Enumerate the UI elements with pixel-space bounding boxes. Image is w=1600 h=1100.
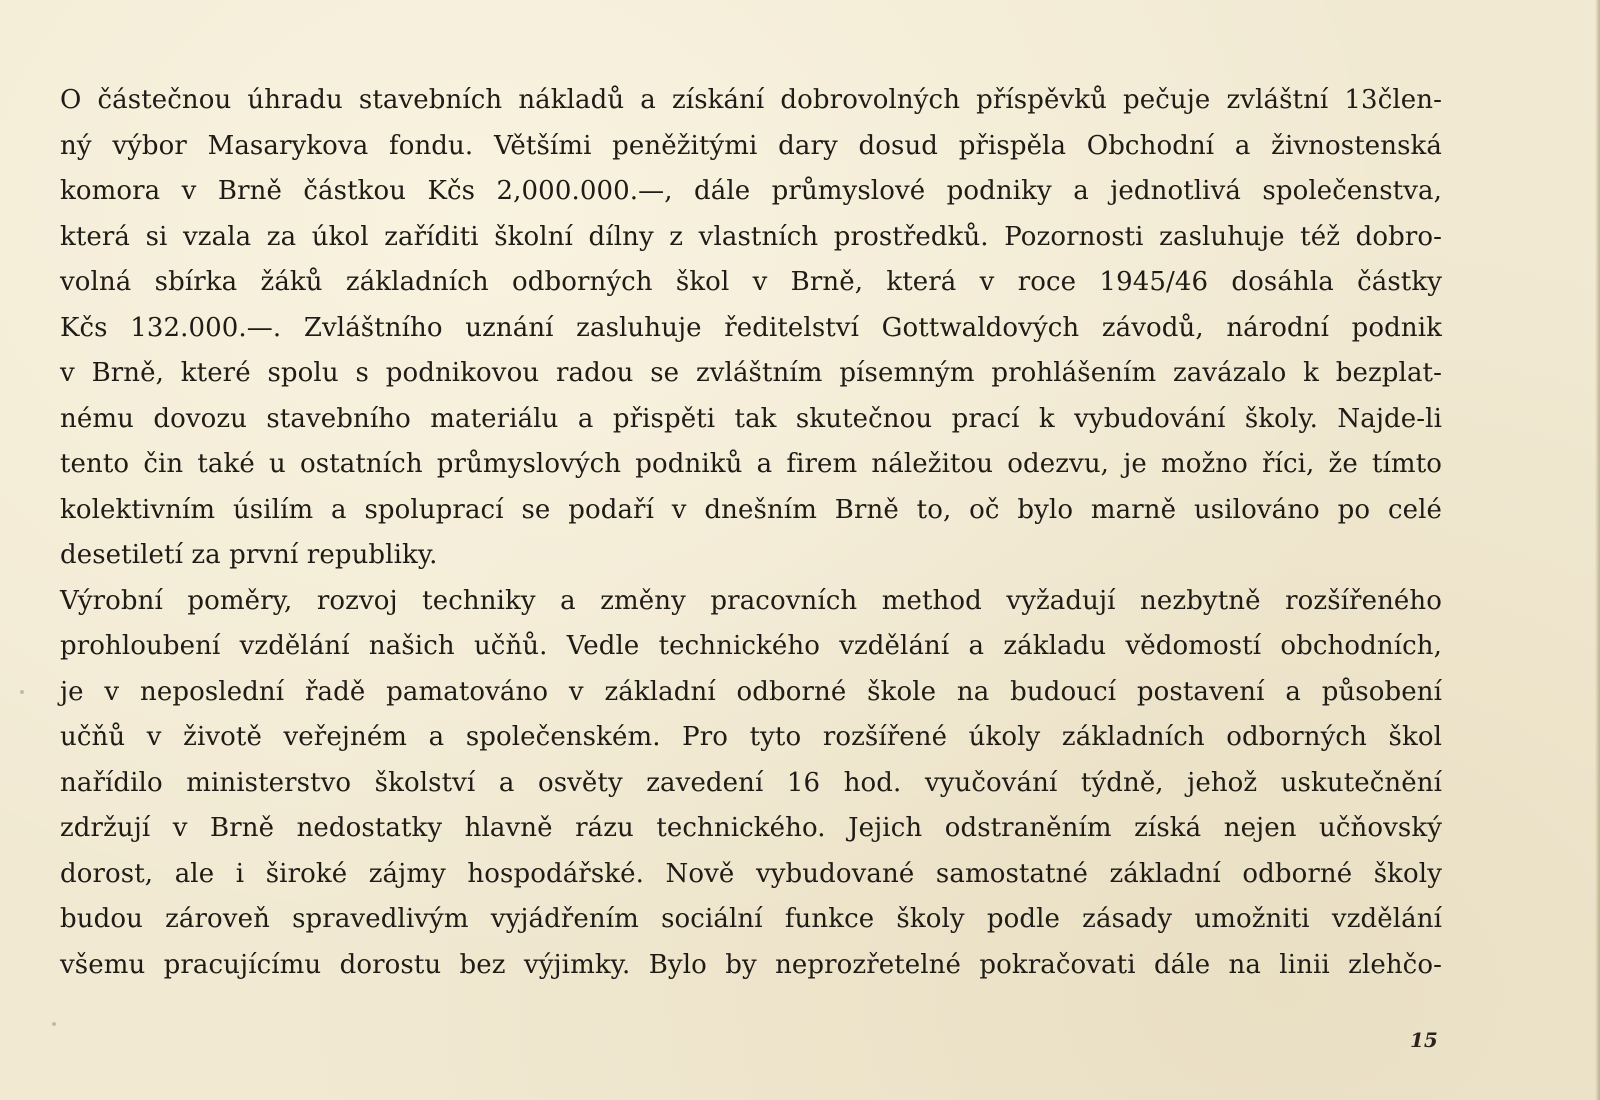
paper-speck xyxy=(52,1022,56,1026)
paper-speck xyxy=(20,690,24,694)
text-line: nařídilo ministerstvo školství a osvěty zavedení 16 hod. vyučování týdně, jehož uskutečnění xyxy=(60,767,1442,798)
body-text xyxy=(60,78,1442,988)
text-line: učňů v životě veřejném a společenském. Pro tyto rozšířené úkoly základních odborných škol xyxy=(60,722,1442,752)
text-line: O částečnou úhradu stavebních nákladů a získání dobrovolných příspěvků pečuje zvláštní 13člen- xyxy=(60,85,1442,115)
text-line: ný výbor Masarykova fondu. Většími peněžitými dary dosud přispěla Obchodní a živnostenská xyxy=(60,130,1442,161)
text-line: v Brně, které spolu s podnikovou radou se zvláštním písemným prohlášením zavázalo k bezplat- xyxy=(60,358,1442,388)
text-line: je v neposlední řadě pamatováno v základní odborné škole na budoucí postavení a působení xyxy=(60,676,1442,707)
text-line: kolektivním úsilím a spoluprací se podaří v dnešním Brně to, oč bylo marně usilováno po celé xyxy=(60,494,1442,525)
text-line: Kčs 132.000.—. Zvláštního uznání zasluhuje ředitelství Gottwaldových závodů, národní podnik xyxy=(60,312,1442,343)
text-line: dorost, ale i široké zájmy hospodářské. Nově vybudované samostatné základní odborné školy xyxy=(60,858,1442,889)
text-line: budou zároveň spravedlivým vyjádřením sociální funkce školy podle zásady umožniti vzdělání xyxy=(60,904,1442,934)
page-number: 15 xyxy=(1410,1028,1438,1052)
text-line: zdržují v Brně nedostatky hlavně rázu technického. Jejich odstraněním získá nejen učňovský xyxy=(60,813,1442,843)
text-line: volná sbírka žáků základních odborných škol v Brně, která v roce 1945/46 dosáhla částky xyxy=(60,267,1442,297)
text-line: prohloubení vzdělání našich učňů. Vedle technického vzdělání a základu vědomostí obchodních, xyxy=(60,631,1442,661)
page-edge-shadow xyxy=(1595,0,1600,1100)
text-line: která si vzala za úkol zaříditi školní dílny z vlastních prostředků. Pozornosti zasluhuje též dobro- xyxy=(60,221,1442,252)
text-line-paragraph-end: desetiletí za první republiky. xyxy=(60,540,438,570)
text-line: komora v Brně částkou Kčs 2,000.000.—, dále průmyslové podniky a jednotlivá společenstva, xyxy=(60,176,1442,206)
text-line: Výrobní poměry, rozvoj techniky a změny pracovních method vyžadují nezbytně rozšířeného xyxy=(60,585,1442,616)
text-line: tento čin také u ostatních průmyslových podniků a firem náležitou odezvu, je možno říci, že tímto xyxy=(60,449,1442,479)
text-line: nému dovozu stavebního materiálu a přispěti tak skutečnou prací k vybudování školy. Najde-li xyxy=(60,403,1442,434)
text-line: všemu pracujícímu dorostu bez výjimky. Bylo by neprozřetelné pokračovati dále na linii zlehčo- xyxy=(60,949,1442,980)
